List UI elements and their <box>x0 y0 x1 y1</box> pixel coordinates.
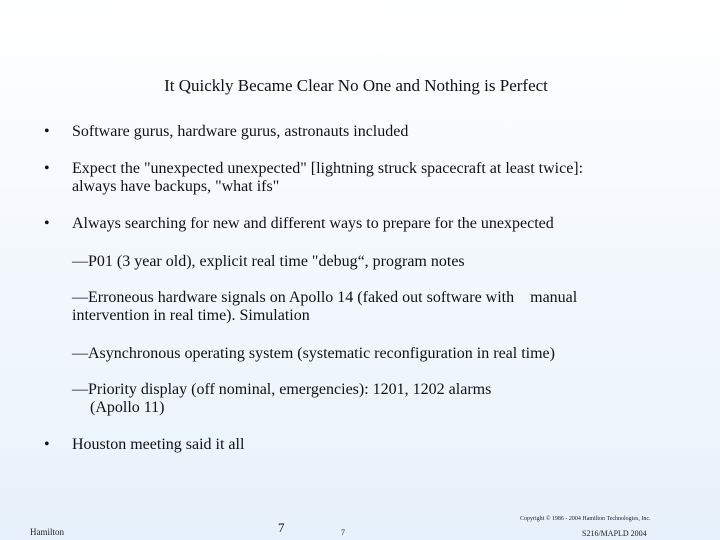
sub-item-text-line2: (Apollo 11) <box>90 399 165 416</box>
bullet-item <box>44 215 684 233</box>
bullet-marker: • <box>44 436 50 453</box>
sub-item-text-line2: intervention in real time). Simulation <box>72 307 310 324</box>
footer-page-number: 7 <box>278 520 285 535</box>
bullet-item <box>44 160 684 196</box>
bullet-item <box>44 123 684 141</box>
sub-item <box>72 345 672 363</box>
bullet-text-line2: always have backups, "what ifs" <box>72 178 280 195</box>
bullet-text-line1: Expect the "unexpected unexpected" [lightning struck spacecraft at least twice]: <box>72 160 584 177</box>
sub-item <box>72 253 672 271</box>
bullet-text: Software gurus, hardware gurus, astronauts included <box>72 123 409 140</box>
footer-author: Hamilton <box>30 527 64 537</box>
sub-item-text-line1: —Erroneous hardware signals on Apollo 14 (faked out software with manual <box>72 289 578 306</box>
footer-page-number-small: 7 <box>341 528 345 537</box>
sub-item-text: —P01 (3 year old), explicit real time "debug“, program notes <box>72 253 465 270</box>
bullet-item <box>44 436 684 454</box>
bullet-marker: • <box>44 123 50 140</box>
sub-item-text-line1: —Priority display (off nominal, emergencies): 1201, 1202 alarms <box>72 381 492 398</box>
footer-copyright: Copyright © 1986 - 2004 Hamilton Technologies, Inc. <box>520 516 651 522</box>
sub-item <box>72 381 672 417</box>
slide-title: It Quickly Became Clear No One and Nothing is Perfect <box>164 76 548 95</box>
sub-item-text: —Asynchronous operating system (systematic reconfiguration in real time) <box>72 345 555 362</box>
bullet-marker: • <box>44 215 50 232</box>
bullet-marker: • <box>44 160 50 177</box>
footer-code: S216/MAPLD 2004 <box>582 529 647 538</box>
sub-item <box>72 289 672 325</box>
bullet-text: Always searching for new and different ways to prepare for the unexpected <box>72 215 554 232</box>
bullet-text: Houston meeting said it all <box>72 436 245 453</box>
